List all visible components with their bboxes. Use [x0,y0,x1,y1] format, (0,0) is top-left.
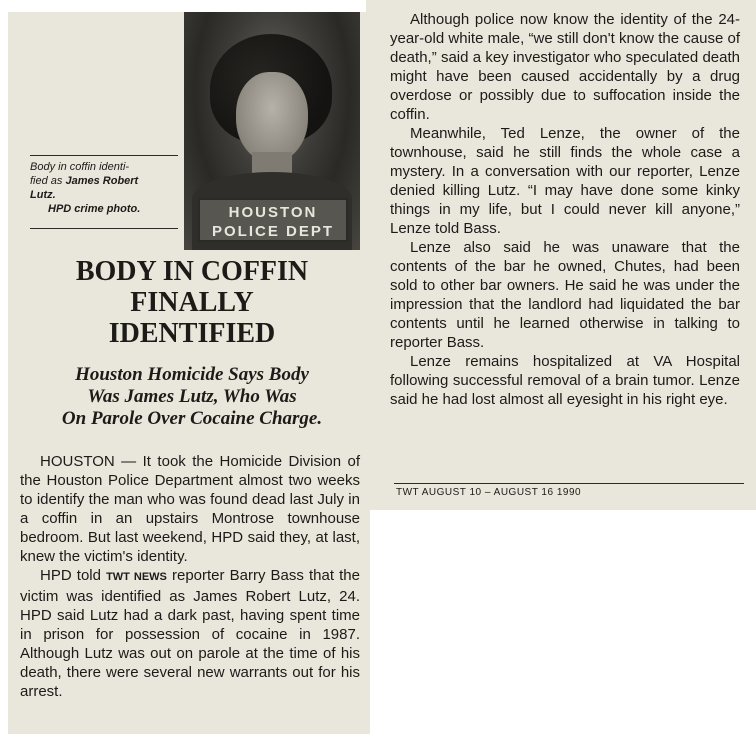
caption-rule-bottom [30,228,178,229]
left-paragraph-1: HOUSTON — It took the Homicide Division of the Houston Police Department almost two weeks to identify the man who was found dead last July in a coffin in an upstairs Montrose townhouse bedroom. But last weekend, HPD said they, at last, knew the victim's identity. [20,453,360,565]
placard-line-2: POLICE DEPT [211,223,334,240]
caption-name: James Robert [65,175,139,187]
right-clipping [366,0,756,510]
headline [18,256,366,349]
right-paragraph-2: Meanwhile, Ted Lenze, the owner of the townhouse, said he still finds the whole case a mystery. In a conversation with our reporter, Lenze denied killing Lutz. “I may have done some kinky things in my life, but I could never kill anyone,” Lenze told Bass. [390,125,740,237]
twt-news-tag: TWT NEWS [106,571,167,583]
left-paragraph-2 [20,566,360,701]
placard-line-1: HOUSTON [228,204,318,221]
subhead-line-2: Was James Lutz, Who Was [87,386,297,407]
caption-name-2: Lutz. [30,189,56,201]
left-article-column [20,452,360,701]
caption-credit: HPD crime photo. [48,203,141,215]
photo-caption [30,160,180,216]
right-paragraph-3: Lenze also said he was unaware that the contents of the bar he owned, Chutes, had been sold to other bar owners. He said he was under the impression that the landlord had liquidated the bar contents until he learned otherwise in talking to reporter Bass. [390,239,740,351]
subheadline [18,364,366,430]
caption-line-1: Body in coffin identi- [30,161,130,173]
right-paragraph-1: Although police now know the identity of the 24-year-old white male, “we still don't know the cause of death,” said a key investigator who speculated death might have been caused accidentally by a drug overdose or possibly due to suffocation inside the coffin. [390,11,740,123]
subhead-line-1: Houston Homicide Says Body [75,364,309,385]
caption-line-2: fied as [30,175,66,187]
headline-line-3: IDENTIFIED [108,318,276,349]
dateline-rule [394,483,744,484]
caption-rule-top [30,155,178,156]
subhead-line-3: On Parole Over Cocaine Charge. [61,408,323,429]
photo-placard [198,198,348,242]
mugshot-photo [184,12,360,250]
photo-face [236,72,308,162]
right-paragraph-4: Lenze remains hospitalized at VA Hospital following successful removal of a brain tumor. Lenze said he had lost almost all eyesight in his right eye. [390,353,740,408]
right-article-column [390,10,740,409]
left-paragraph-2-rest: reporter Barry Bass that the victim was identified as James Robert Lutz, 24. HPD said Lutz had a dark past, having spent time in prison for possession of cocaine in 1987. Although Lutz was out on parole at the time of his death, there were several new warrants out for his arrest. [20,567,360,700]
headline-line-1: BODY IN COFFIN [75,256,309,287]
left-clipping [8,12,370,734]
headline-line-2: FINALLY [130,287,254,318]
dateline: TWT AUGUST 10 – AUGUST 16 1990 [396,487,582,498]
left-paragraph-2-start: HPD told [40,567,107,584]
